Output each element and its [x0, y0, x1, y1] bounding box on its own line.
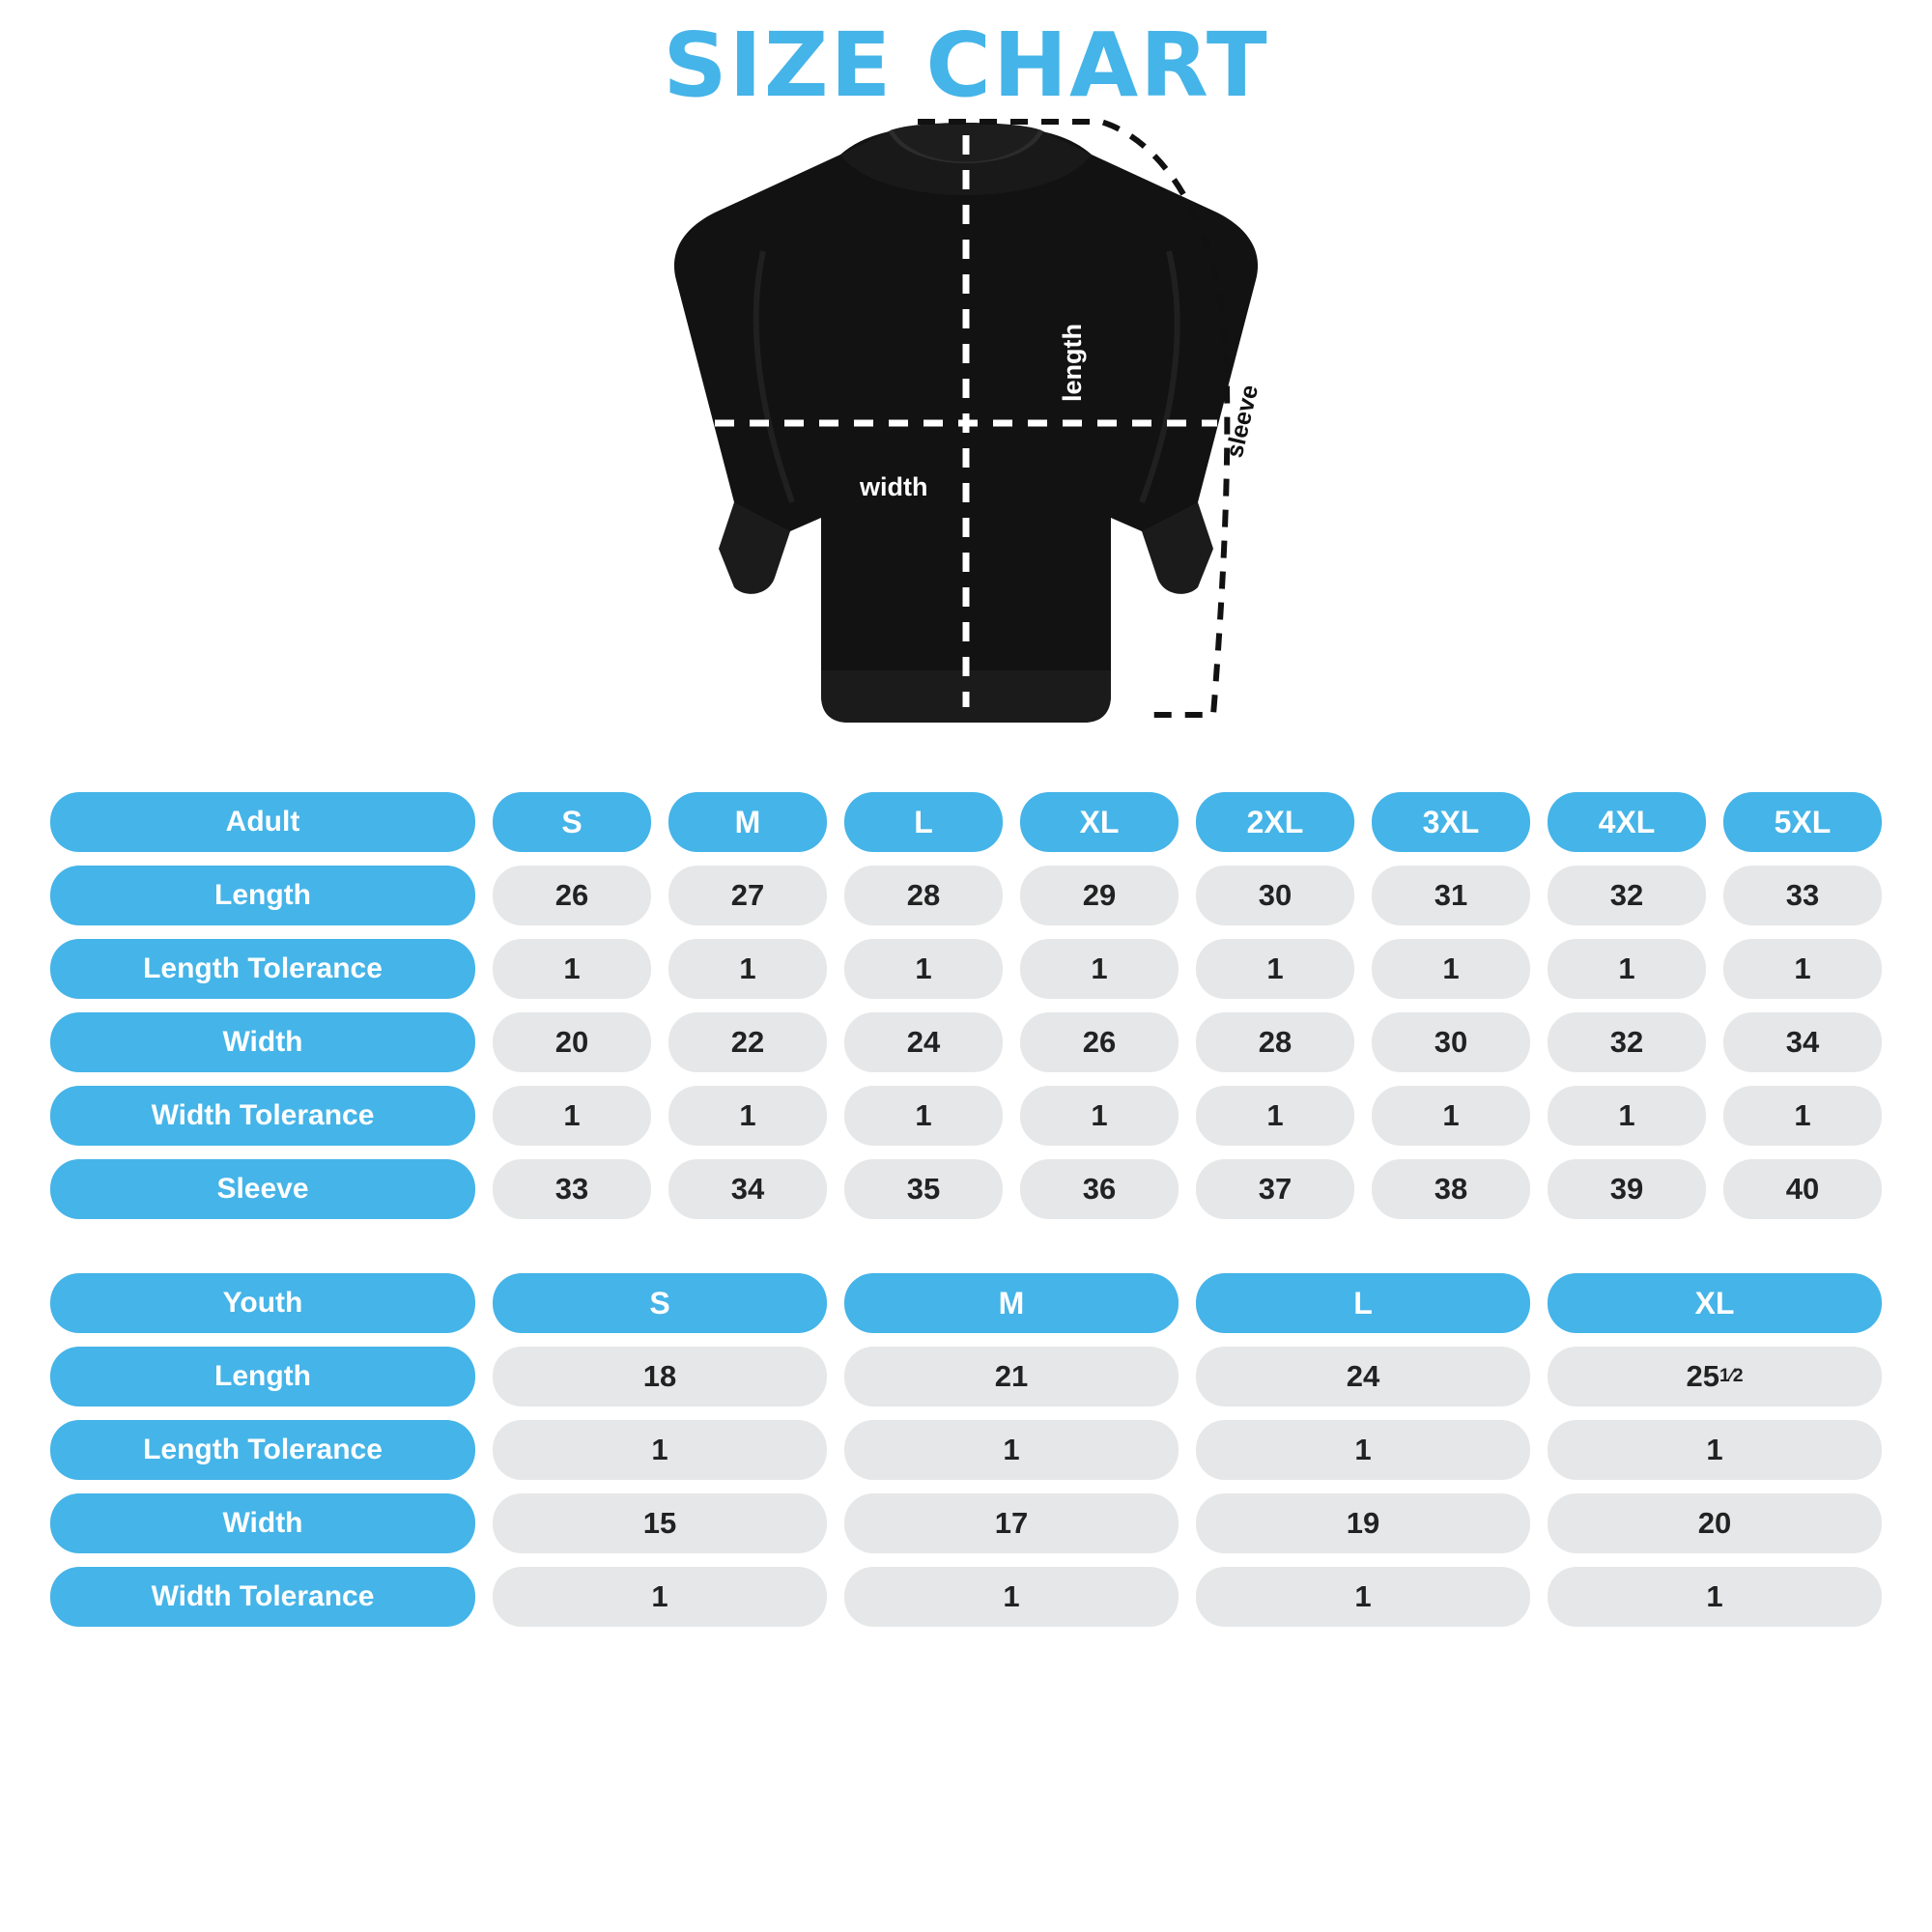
table-cell: 33: [1723, 866, 1882, 925]
adult-size-l: L: [844, 792, 1003, 852]
youth-width-tolerance-row: [50, 1567, 1882, 1627]
adult-sleeve-row: [50, 1159, 1882, 1219]
table-cell: 1: [668, 1086, 827, 1146]
table-cell: 17: [844, 1493, 1179, 1553]
youth-length-label: Length: [50, 1347, 475, 1406]
sleeve-measure-label: sleeve: [1220, 382, 1264, 461]
table-divider: [0, 1233, 1932, 1273]
adult-header-row: [50, 792, 1882, 852]
table-cell: 1: [1372, 1086, 1530, 1146]
table-cell: 30: [1372, 1012, 1530, 1072]
adult-size-xl: XL: [1020, 792, 1179, 852]
youth-length-tolerance-label: Length Tolerance: [50, 1420, 475, 1480]
table-cell: 1: [1548, 1567, 1882, 1627]
table-cell: 26: [493, 866, 651, 925]
table-cell: 1: [844, 1086, 1003, 1146]
garment-illustration: [0, 116, 1932, 792]
table-cell: 28: [1196, 1012, 1354, 1072]
page-title: SIZE CHART: [663, 14, 1269, 117]
table-cell: 1: [844, 1567, 1179, 1627]
table-cell: 1: [1020, 1086, 1179, 1146]
table-cell: 34: [1723, 1012, 1882, 1072]
table-cell: 1: [1196, 1567, 1530, 1627]
table-cell: 30: [1196, 866, 1354, 925]
table-cell: 1: [1196, 939, 1354, 999]
table-cell: 1: [1548, 1420, 1882, 1480]
table-cell: 1: [1372, 939, 1530, 999]
table-cell: 24: [844, 1012, 1003, 1072]
table-cell: 33: [493, 1159, 651, 1219]
table-cell: 39: [1548, 1159, 1706, 1219]
table-cell: 1: [668, 939, 827, 999]
table-cell: 1: [1548, 1086, 1706, 1146]
adult-length-row: [50, 866, 1882, 925]
adult-width-label: Width: [50, 1012, 475, 1072]
adult-size-2xl: 2XL: [1196, 792, 1354, 852]
adult-sleeve-label: Sleeve: [50, 1159, 475, 1219]
youth-header-row: [50, 1273, 1882, 1333]
table-cell: 1: [844, 1420, 1179, 1480]
youth-table-label: Youth: [50, 1273, 475, 1333]
table-cell: 1: [493, 1086, 651, 1146]
table-cell: 22: [668, 1012, 827, 1072]
youth-length-row: [50, 1347, 1882, 1406]
table-cell: 1: [1723, 1086, 1882, 1146]
table-cell: 35: [844, 1159, 1003, 1219]
width-measure-label: width: [860, 472, 928, 501]
youth-size-s: S: [493, 1273, 827, 1333]
adult-width-tolerance-label: Width Tolerance: [50, 1086, 475, 1146]
youth-length-tolerance-row: [50, 1420, 1882, 1480]
table-cell: 1: [1723, 939, 1882, 999]
adult-size-s: S: [493, 792, 651, 852]
table-cell: 38: [1372, 1159, 1530, 1219]
adult-width-row: [50, 1012, 1882, 1072]
table-cell: 1: [844, 939, 1003, 999]
adult-size-5xl: 5XL: [1723, 792, 1882, 852]
adult-size-4xl: 4XL: [1548, 792, 1706, 852]
youth-width-tolerance-label: Width Tolerance: [50, 1567, 475, 1627]
table-cell: 1: [1548, 939, 1706, 999]
table-cell: 18: [493, 1347, 827, 1406]
youth-width-label: Width: [50, 1493, 475, 1553]
table-cell: 40: [1723, 1159, 1882, 1219]
table-cell: 1: [1196, 1086, 1354, 1146]
table-cell: 36: [1020, 1159, 1179, 1219]
youth-size-m: M: [844, 1273, 1179, 1333]
table-cell: 1: [493, 939, 651, 999]
table-cell: 20: [1548, 1493, 1882, 1553]
table-cell: 21: [844, 1347, 1179, 1406]
adult-size-m: M: [668, 792, 827, 852]
table-cell: 37: [1196, 1159, 1354, 1219]
youth-size-table: [0, 1273, 1932, 1627]
adult-size-table: [0, 792, 1932, 1219]
table-cell: 1: [1020, 939, 1179, 999]
table-cell: 1: [493, 1420, 827, 1480]
adult-length-tolerance-label: Length Tolerance: [50, 939, 475, 999]
table-cell-fraction: 25 1⁄2: [1548, 1347, 1882, 1406]
table-cell: 1: [493, 1567, 827, 1627]
table-cell: 27: [668, 866, 827, 925]
adult-size-3xl: 3XL: [1372, 792, 1530, 852]
adult-width-tolerance-row: [50, 1086, 1882, 1146]
length-measure-label: length: [1058, 324, 1087, 402]
table-cell: 1: [1196, 1420, 1530, 1480]
table-cell: 15: [493, 1493, 827, 1553]
youth-size-xl: XL: [1548, 1273, 1882, 1333]
table-cell: 34: [668, 1159, 827, 1219]
table-cell: 31: [1372, 866, 1530, 925]
table-cell: 29: [1020, 866, 1179, 925]
table-cell: 28: [844, 866, 1003, 925]
youth-size-l: L: [1196, 1273, 1530, 1333]
table-cell: 20: [493, 1012, 651, 1072]
adult-length-tolerance-row: [50, 939, 1882, 999]
table-cell: 19: [1196, 1493, 1530, 1553]
adult-length-label: Length: [50, 866, 475, 925]
table-cell: 32: [1548, 866, 1706, 925]
adult-table-label: Adult: [50, 792, 475, 852]
table-cell: 32: [1548, 1012, 1706, 1072]
table-cell: 24: [1196, 1347, 1530, 1406]
table-cell: 26: [1020, 1012, 1179, 1072]
youth-width-row: [50, 1493, 1882, 1553]
